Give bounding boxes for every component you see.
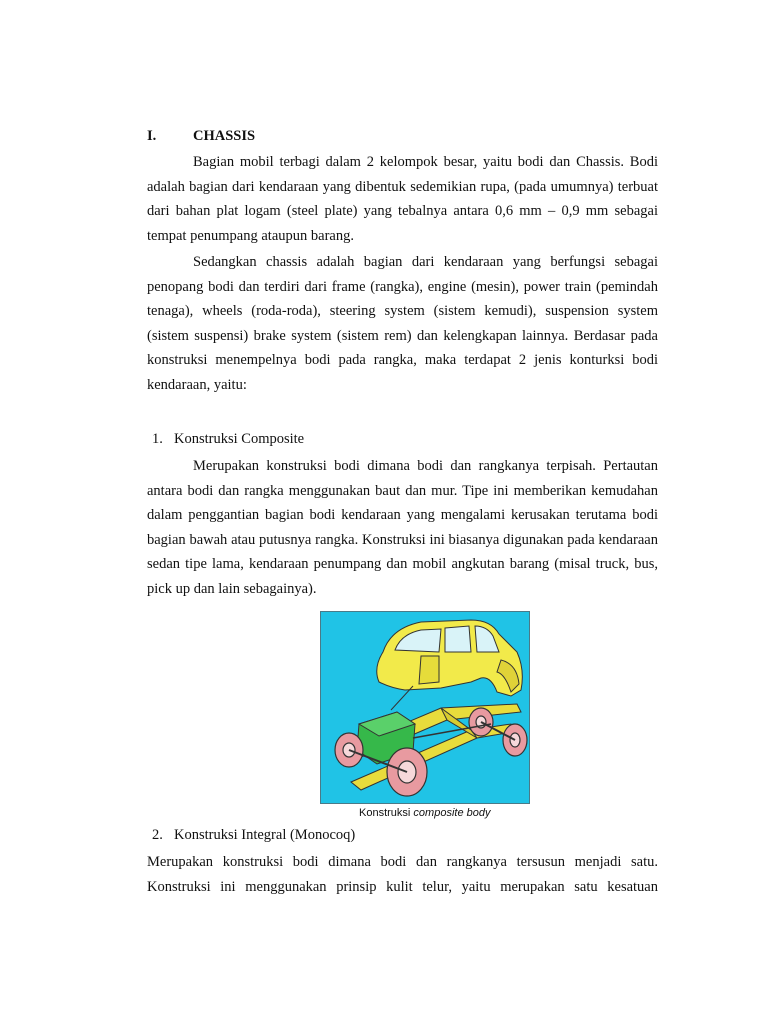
composite-body-figure [320, 611, 530, 804]
composite-paragraph: Merupakan konstruksi bodi dimana bodi dan rangkanya terpisah. Pertautan antara bodi dan rangka menggunakan baut dan mur. Tipe ini memberikan kemudahan dalam penggantian bagian bodi kendaraan yang mengalami kerusakan terutama bodi bagian bawah atau putusnya rangka. Konstruksi ini biasanya digunakan pada kendaraan sedan tipe lama, kendaraan penumpang dan mobil angkutan barang (misal truck, bus, pick up dan lain sebagainya). [147, 458, 658, 597]
list-item-heading [152, 431, 304, 448]
list-item-heading [152, 827, 355, 844]
list-item-number: 2. [152, 827, 163, 843]
caption-italic-text: composite body [413, 807, 491, 819]
intro-paragraph: Bagian mobil terbagi dalam 2 kelompok besar, yaitu bodi dan Chassis. Bodi adalah bagian dari kendaraan yang dibentuk sedemikian rupa, (pada umumnya) terbuat dari bahan plat logam (steel plate) yang tebalnya antara 0,6 mm – 0,9 mm sebagai tempat penumpang ataupun barang. [147, 154, 658, 244]
list-item-title: Konstruksi Integral (Monocoq) [174, 827, 356, 843]
composite-body-illustration [321, 612, 529, 803]
section-title: CHASSIS [193, 128, 256, 144]
caption-text: Konstruksi [359, 807, 414, 819]
list-item-title: Konstruksi Composite [174, 431, 305, 447]
chassis-paragraph: Sedangkan chassis adalah bagian dari kendaraan yang berfungsi sebagai penopang bodi dan terdiri dari frame (rangka), engine (mesin), power train (pemindah tenaga), wheels (roda-roda), steering system (sistem kemudi), suspension system (sistem suspensi) brake system (sistem rem) dan kelengkapan lainnya. Berdasar pada konstruksi menempelnya bodi pada rangka, maka terdapat 2 jenis konturksi bodi kendaraan, yaitu: [147, 254, 658, 393]
section-number: I. [147, 128, 157, 144]
car-body-shell [377, 620, 523, 696]
monocoq-paragraph: Merupakan konstruksi bodi dimana bodi dan rangkanya tersusun menjadi satu. Konstruksi ini menggunakan prinsip kulit telur, yaitu merupakan satu kesatuan [147, 854, 658, 895]
figure-caption [359, 807, 490, 819]
list-item-number: 1. [152, 431, 163, 447]
